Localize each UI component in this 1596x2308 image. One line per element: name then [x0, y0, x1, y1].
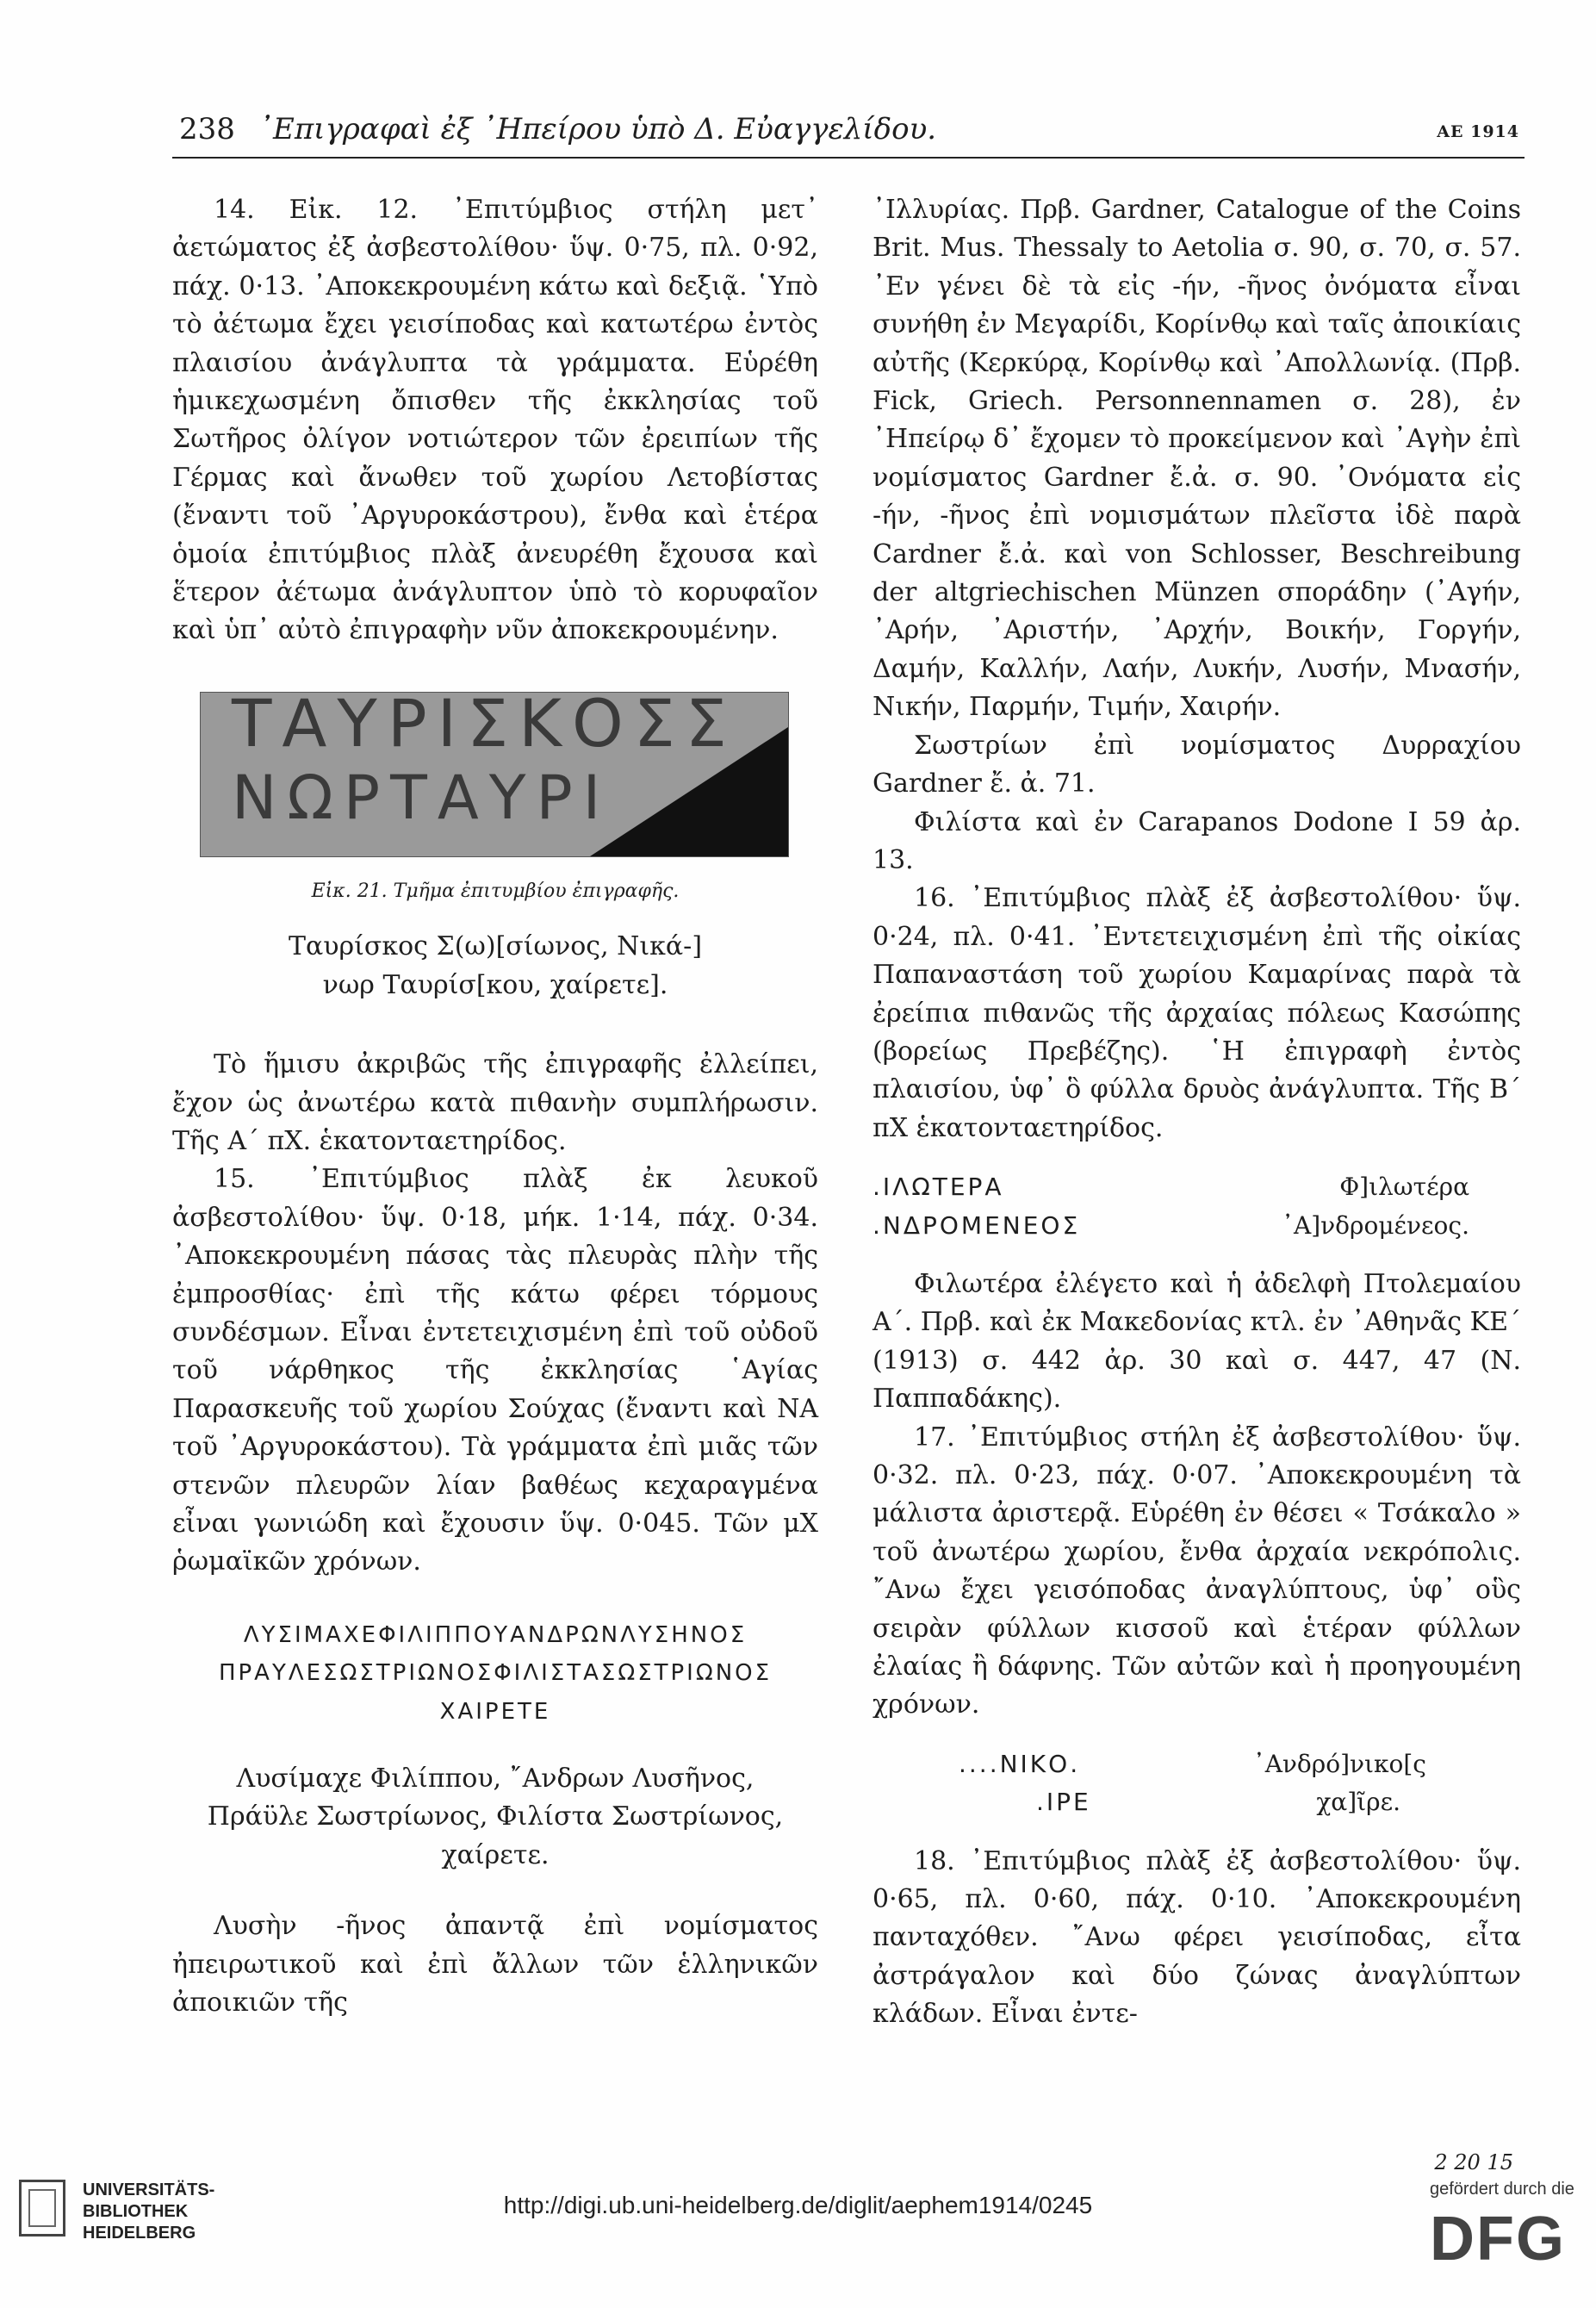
- translation-line-1: Λυσίμαχε Φιλίππου, ῎Ανδρων Λυσῆνος,: [236, 1764, 755, 1794]
- paragraph-philotera: Φιλωτέρα ἐλέγετο καὶ ἡ ἀδελφὴ Πτολεμαίου Α΄. Πρβ. καὶ ἐκ Μακεδονίας κτλ. ἐν ᾿Αθηνᾶς ΚΕ΄ (1913) σ. 442 ἀρ. 30 καὶ σ. 447, 47 (Ν. Παππαδάκης).: [873, 1268, 1521, 1415]
- inscription-16-greek-1: .ΙΛΩΤΕΡΑ: [873, 1173, 1004, 1202]
- running-title: ᾿Επιγραφαὶ ἐξ ᾿Ηπείρου ὑπὸ Δ. Εὐαγγελίδου.: [258, 112, 937, 146]
- paragraph-half: Τὸ ἥμισυ ἀκριβῶς τῆς ἐπιγραφῆς ἐλλείπει, ἔχον ὡς ἀνωτέρω κατὰ πιθανὴν συμπλήρωσιν. Τῆς Α΄ πΧ. ἑκατονταετηρίδος.: [172, 1049, 818, 1156]
- transcription-line-2: νωρ Ταυρίσ[κου, χαίρετε].: [322, 969, 668, 1000]
- photo-broken-corner: [590, 727, 788, 856]
- inscription-photo: [200, 692, 789, 857]
- inscription-16-line-2: [873, 1207, 1521, 1245]
- inscription-17-greek-2: .ΙΡΕ: [1036, 1788, 1091, 1817]
- entry-18: 18. ᾿Επιτύμβιος πλὰξ ἐξ ἀσβεστολίθου· ὕψ. 0·65, πλ. 0·60, πάχ. 0·10. ᾿Αποκεκρουμένη πανταχόθεν. ῎Ανω φέρει γεισίποδας, εἶτα ἀστράγαλον καὶ δύο ζώνας ἀναγλύπτων κλάδων. Εἶναι ἐντε-: [873, 1845, 1521, 2030]
- figure-caption: Εἰκ. 21. Τμῆμα ἐπιτυμβίου ἐπιγραφῆς.: [311, 880, 680, 902]
- translation-line-3: χαίρετε.: [441, 1839, 550, 1870]
- inscription-17-restored-1: ᾿Ανδρό]νικο[ς: [1252, 1749, 1426, 1778]
- photo-line-1: ΤΑΥΡΙΣΚΟΣΣ: [232, 691, 737, 762]
- left-column: [172, 191, 818, 2022]
- inscription-17-greek-1: ....ΝΙΚΟ.: [959, 1749, 1081, 1778]
- paragraph-illyria: ᾿Ιλλυρίας. Πρβ. Gardner, Catalogue of the Coins Brit. Mus. Thessaly to Aetolia σ. 90, σ. 70, σ. 57. ᾿Εν γένει δὲ τὰ εἰς -ήν, -ῆνος ὀνόματα εἶναι συνήθη ἐν Μεγαρίδι, Κορίνθῳ καὶ ταῖς ἀποικίαις αὐτῆς (Κερκύρᾳ, Κορίνθῳ καὶ ᾿Απολλωνίᾳ. (Πρβ. Fick, Griech. Personnennamen σ. 28), ἐν ᾿Ηπείρῳ δ᾿ ἔχομεν τὸ προκείμενον καὶ ᾿Αγὴν ἐπὶ νομίσματος Gardner ἔ.ἀ. σ. 90. ᾿Ονόματα εἰς -ήν, -ῆνος ἐπὶ νομισμάτων πλεῖστα ἰδὲ παρὰ Cardner ἔ.ἀ. καὶ von Schlosser, Beschreibung der altgriechischen Münzen σποράδην (᾿Αγήν, ᾿Αρήν, ᾿Αριστήν, ᾿Αρχήν, Βοικήν, Γοργήν, Δαμήν, Καλλήν, Λαήν, Λυκήν, Λυσήν, Μνασήν, Νικήν, Παρμήν, Τιμήν, Χαιρήν.: [873, 195, 1521, 723]
- entry-17: 17. ᾿Επιτύμβιος στήλη ἐξ ἀσβεστολίθου· ὕψ. 0·32. πλ. 0·23, πάχ. 0·07. ᾿Αποκεκρουμένη τὰ μάλιστα ἀριστερᾷ. Εὑρέθη ἐν θέσει « Τσάκαλο » τοῦ ἀνωτέρω χωρίου, ἔνθα ἀρχαία νεκρόπολις. ῎Ανω ἔχει γεισόποδας ἀναγλύπτους, ὑφ᾿ οὓς σειρὰν φύλλων κισσοῦ καὶ ἑτέραν φύλλων ἐλαίας ἢ δάφνης. Τῶν αὐτῶν καὶ ἡ προηγουμένη χρόνων.: [873, 1422, 1521, 1720]
- inscription-16-restored-2: ᾿Α]νδρομένεος.: [1281, 1210, 1469, 1240]
- source-url-link[interactable]: http://digi.ub.uni-heidelberg.de/diglit/aephem1914/0245: [503, 2192, 1093, 2218]
- paragraph-sostrion: Σωστρίων ἐπὶ νομίσματος Δυρραχίου Gardner ἔ. ἀ. 71.: [873, 730, 1521, 799]
- inscription-line-3: ΧΑΙΡΕΤΕ: [439, 1698, 551, 1725]
- entry-14: 14. Εἰκ. 12. ᾿Επιτύμβιος στήλη μετ᾿ ἀετώματος ἐξ ἀσβεστολίθου· ὕψ. 0·75, πλ. 0·92, πάχ. 0·13. ᾿Αποκεκρουμένη κάτω καὶ δεξιᾷ. ῾Υπὸ τὸ ἀέτωμα ἔχει γεισίποδας καὶ κατωτέρω ἐντὸς πλαισίου ἀνάγλυπτα τὰ γράμματα. Εὑρέθη ἡμικεχωσμένη ὄπισθεν τῆς ἐκκλησίας τοῦ Σωτῆρος ὀλίγον νοτιώτερον τῶν ἐρειπίων τῆς Γέρμας καὶ ἄνωθεν τοῦ χωρίου Λετοβίστας (ἔναντι τοῦ ᾿Αργυροκάστρου), ἔνθα καὶ ἑτέρα ὁμοία ἐπιτύμβιος πλὰξ ἀνευρέθη ἔχουσα καὶ ἕτερον ἀέτωμα ἀνάγλυπτον ὑπὸ τὸ κορυφαῖον καὶ ὑπ᾿ αὐτὸ ἐπιγραφὴν νῦν ἀποκεκρουμένην.: [172, 195, 818, 646]
- entry-15: 15. ᾿Επιτύμβιος πλὰξ ἐκ λευκοῦ ἀσβεστολίθου· ὕψ. 0·18, μήκ. 1·14, πάχ. 0·34. ᾿Αποκεκρουμένη πάσας τὰς πλευρὰς πλὴν τῆς ἐμπροσθίας· ἐπὶ τῆς κάτω φέρει τόρμους συνδέσμων. Εἶναι ἐντετειχισμένη ἐπὶ τοῦ οὐδοῦ τοῦ νάρθηκος τῆς ἐκκλησίας ῾Αγίας Παρασκευῆς τοῦ χωρίου Σούχας (ἔναντι καὶ ΝΑ τοῦ ᾿Αργυροκάστου). Τὰ γράμματα ἐπὶ μιᾶς τῶν στενῶν πλευρῶν λίαν βαθέως κεχαραγμένα εἶναι γωνιώδη καὶ ἔχουσιν ὕψ. 0·045. Τῶν μΧ ῥωμαϊκῶν χρόνων.: [172, 1164, 818, 1577]
- inscription-16-restored-1: Φ]ιλωτέρα: [1339, 1173, 1469, 1202]
- funding-note: gefördert durch die: [1430, 2180, 1574, 2199]
- printer-signature: 2 20 15: [1434, 2150, 1513, 2174]
- paragraph-philista: Φιλίστα καὶ ἐν Carapanos Dodone I 59 ἀρ. 13.: [873, 806, 1521, 875]
- digitization-footer: [0, 2180, 1596, 2308]
- paragraph-lysen: Λυσὴν -ῆνος ἀπαντᾷ ἐπὶ νομίσματος ἠπειρωτικοῦ καὶ ἐπὶ ἄλλων τῶν ἑλληνικῶν ἀποικιῶν τῆς: [172, 1911, 818, 2019]
- inscription-17-line-2: [873, 1783, 1521, 1821]
- inscription-17-line-1: [873, 1745, 1521, 1783]
- library-name[interactable]: UNIVERSITÄTS- BIBLIOTHEK HEIDELBERG: [83, 2180, 215, 2243]
- inscription-16-greek-2: .ΝΔΡΟΜΕΝΕΟΣ: [873, 1210, 1081, 1240]
- inscription-line-1: ΛΥΣΙΜΑΧΕΦΙΛΙΠΠΟΥΑΝΔΡΩΝΛΥΣΗΝΟΣ: [243, 1621, 748, 1648]
- running-header: [172, 109, 1525, 159]
- inscription-line-2: ΠΡΑΥΛΕΣΩΣΤΡΙΩΝΟΣΦΙΛΙΣΤΑΣΩΣΤΡΙΩΝΟΣ: [218, 1660, 773, 1687]
- right-column: [873, 191, 1521, 2034]
- entry-16: 16. ᾿Επιτύμβιος πλὰξ ἐξ ἀσβεστολίθου· ὕψ. 0·24, πλ. 0·41. ᾿Εντετειχισμένη ἐπὶ τῆς οἰκίας Παπαναστάση τοῦ χωρίου Καμαρίνας παρὰ τὰ ἐρείπια πιθανῶς τῆς ἀρχαίας πόλεως Κασώπης (βορείως Πρεβέζης). ῾Η ἐπιγραφὴ ἐντὸς πλαισίου, ὑφ᾿ ὃ φύλλα δρυὸς ἀνάγλυπτα. Τῆς Β΄ πΧ ἑκατονταετηρίδος.: [873, 883, 1521, 1143]
- transcription-line-1: Ταυρίσκος Σ(ω)[σίωνος, Νικά-]: [288, 931, 703, 962]
- inscription-16-line-1: [873, 1168, 1521, 1206]
- journal-label: AE 1914: [1437, 122, 1519, 141]
- page-number: 238: [179, 112, 235, 146]
- dfg-logo[interactable]: DFG: [1430, 2205, 1566, 2274]
- translation-line-2: Πράϋλε Σωστρίωνος, Φιλίστα Σωστρίωνος,: [207, 1801, 784, 1832]
- inscription-17-restored-2: χα]ῖρε.: [1316, 1788, 1400, 1817]
- photo-line-2: ΝΩΡΤΑΥΡΙ: [232, 762, 612, 833]
